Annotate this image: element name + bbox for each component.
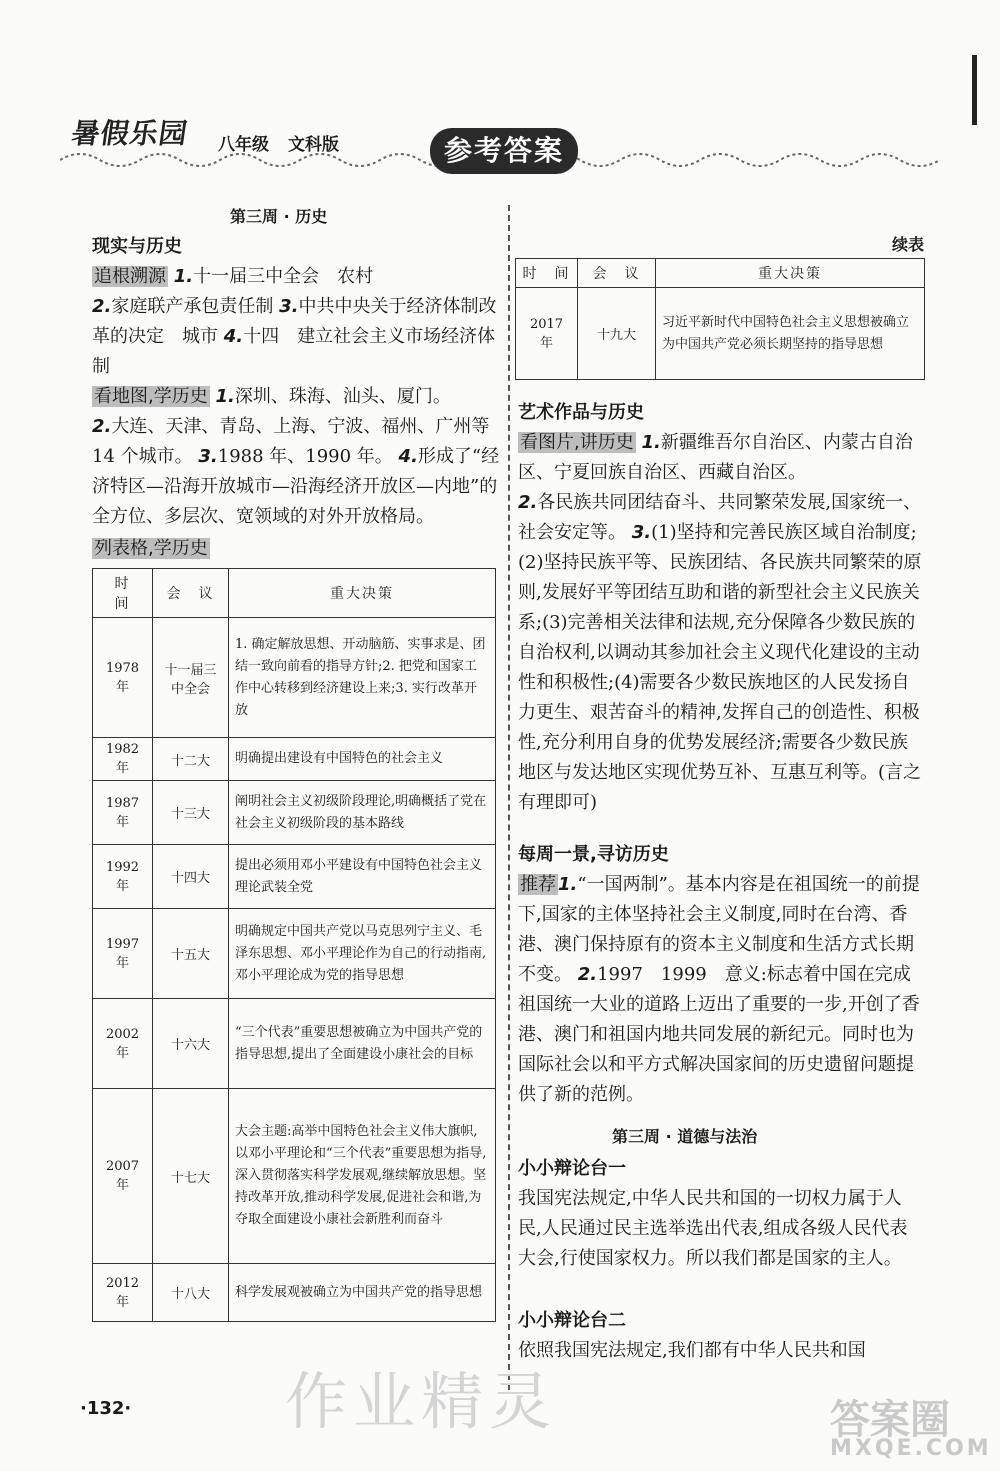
table-cell-year: 1992 年 <box>93 845 153 909</box>
answer-text: 家庭联产承包责任制 <box>111 296 274 317</box>
table-cell-meeting: 十九大 <box>578 288 656 380</box>
trace-block <box>92 262 504 382</box>
recommend-block <box>518 870 923 1110</box>
edition-label: 文科版 <box>288 135 339 155</box>
table-cell-meeting: 十七大 <box>153 1089 229 1264</box>
table-cell-decision: “三个代表”重要思想被确立为中国共产党的指导思想,提出了全面建设小康社会的目标 <box>229 999 496 1089</box>
num-label: 1. <box>558 874 578 895</box>
num-label: 4. <box>398 446 418 467</box>
history-section-title: 第三周 · 历史 <box>230 207 328 226</box>
answer-text: 十四 建立社会主义市场经济体制 <box>92 326 496 377</box>
num-label: 1. <box>215 386 235 407</box>
num-label: 3. <box>631 522 652 543</box>
map-tag: 看地图,学历史 <box>94 386 208 407</box>
num-label: 4. <box>223 326 244 347</box>
answer-text: 形成了“经济特区—沿海开放城市—沿海经济开放区—内地”的全方位、多层次、宽领域的对外开放格局。 <box>92 446 500 527</box>
answer-text: 大连、天津、青岛、上海、宁波、福州、广州等 14 个城市。 <box>92 416 490 467</box>
answer-text: 新疆维吾尔自治区、内蒙古自治区、宁夏回族自治区、西藏自治区。 <box>518 432 913 483</box>
answer-text: “一国两制”。基本内容是在祖国统一的前提下,国家的主体坚持社会主义制度,同时在台湾、香港、澳门保持原有的资本主义制度和生活方式长期不变。 <box>518 874 920 985</box>
recommend-tag: 推荐 <box>520 874 556 895</box>
table-cell-meeting: 十二大 <box>153 738 229 781</box>
page-number: ·132· <box>80 1398 132 1419</box>
site-logo: 答案圈 <box>830 1397 950 1443</box>
table-row <box>93 999 496 1089</box>
table-tag: 列表格,学历史 <box>94 538 208 559</box>
reality-heading: 现实与历史 <box>92 236 182 257</box>
table-header: 会 议 <box>153 569 229 618</box>
art-heading: 艺术作品与历史 <box>518 402 644 423</box>
continued-label: 续表 <box>892 235 925 254</box>
answer-text: 各民族共同团结奋斗、共同繁荣发展,国家统一、社会安定等。 <box>518 492 922 543</box>
table-row <box>93 909 496 999</box>
trace-tag: 追根溯源 <box>94 266 166 287</box>
site-url: MXQE.COM <box>830 1436 992 1461</box>
num-label: 3. <box>279 296 299 317</box>
page-edge-mark <box>972 55 977 125</box>
table-cell-year: 1997 年 <box>93 909 153 999</box>
table-cell-year: 2002 年 <box>93 999 153 1089</box>
num-label: 2. <box>577 964 598 985</box>
watermark: 作业精灵 <box>285 1365 558 1438</box>
table-cell-meeting: 十六大 <box>153 999 229 1089</box>
table-cell-year: 2007 年 <box>93 1089 153 1264</box>
answer-text: 1997 1999 意义:标志着中国在完成祖国统一大业的道路上迈出了重要的一步,开创了香港、澳门和祖国内地共同发展的新纪元。同时也为国际社会以和平方式解决国家间的历史遗留问题提供了新的范例。 <box>518 964 920 1105</box>
morality-section-title: 第三周 · 道德与法治 <box>612 1127 758 1146</box>
table-cell-year: 1987 年 <box>93 781 153 845</box>
answer-text: 深圳、珠海、汕头、厦门。 <box>234 386 451 407</box>
table-cell-decision: 明确提出建设有中国特色的社会主义 <box>229 738 496 781</box>
table-cell-meeting: 十八大 <box>153 1264 229 1322</box>
table-header: 会 议 <box>578 259 656 288</box>
answer-text: 中共中央关于经济体制改革的决定 城市 <box>92 296 497 347</box>
table-cell-decision: 明确规定中国共产党以马克思列宁主义、毛泽东思想、邓小平理论作为自己的行动指南,邓小平理论成为党的指导思想 <box>229 909 496 999</box>
num-label: 2. <box>518 492 538 513</box>
table-row <box>93 1089 496 1264</box>
art-tag: 看图片,讲历史 <box>520 432 634 453</box>
debate1-heading: 小小辩论台一 <box>518 1158 626 1179</box>
table-cell-meeting: 十四大 <box>153 845 229 909</box>
grade-label: 八年级 <box>218 135 269 155</box>
answer-text: 十一届三中全会 农村 <box>193 266 374 287</box>
table-header-row <box>516 259 925 288</box>
table-header: 时 间 <box>93 569 153 618</box>
history-table <box>92 568 496 1322</box>
num-label: 2. <box>92 296 112 317</box>
table-cell-meeting: 十五大 <box>153 909 229 999</box>
table-cell-decision: 1. 确定解放思想、开动脑筋、实事求是、团结一致向前看的指导方针;2. 把党和国家工作中心转移到经济建设上来;3. 实行改革开放 <box>229 618 496 738</box>
num-label: 1. <box>641 432 661 453</box>
debate1-text: 我国宪法规定,中华人民共和国的一切权力属于人民,人民通过民主选举选出代表,组成各级人民代表大会,行使国家权力。所以我们都是国家的主人。 <box>518 1188 908 1269</box>
map-block <box>92 382 504 532</box>
answer-title-badge: 参考答案 <box>430 128 578 174</box>
debate2-text: 依照我国宪法规定,我们都有中华人民共和国 <box>518 1340 866 1361</box>
art-block <box>518 428 923 818</box>
table-header-row <box>93 569 496 618</box>
debate2-heading: 小小辩论台二 <box>518 1310 626 1331</box>
table-cell-decision: 大会主题:高举中国特色社会主义伟大旗帜,以邓小平理论和“三个代表”重要思想为指导,深入贯彻落实科学发展观,继续解放思想。坚持改革开放,推动科学发展,促进社会和谐,为夺取全面建设小康社会新胜利而奋斗 <box>229 1089 496 1264</box>
table-cell-meeting: 十三大 <box>153 781 229 845</box>
table-row <box>93 845 496 909</box>
answer-text: 1988 年、1990 年。 <box>217 446 393 467</box>
weekly-heading: 每周一景,寻访历史 <box>518 844 669 865</box>
table-row <box>93 1264 496 1322</box>
series-logo: 暑假乐园 <box>69 117 191 150</box>
num-label: 1. <box>173 266 194 287</box>
table-row <box>93 738 496 781</box>
table-cell-decision: 提出必须用邓小平建设有中国特色社会主义理论武装全党 <box>229 845 496 909</box>
table-tag-line <box>92 534 210 564</box>
column-divider <box>508 205 510 1390</box>
num-label: 3. <box>198 446 218 467</box>
table-row <box>516 288 925 380</box>
table-row <box>93 618 496 738</box>
table-cell-year: 2017 年 <box>516 288 578 380</box>
table-row <box>93 781 496 845</box>
num-label: 2. <box>92 416 112 437</box>
table-cell-decision: 阐明社会主义初级阶段理论,明确概括了党在社会主义初级阶段的基本路线 <box>229 781 496 845</box>
table-cell-year: 1978 年 <box>93 618 153 738</box>
table-header: 重大决策 <box>229 569 496 618</box>
table-cell-year: 1982 年 <box>93 738 153 781</box>
table-cell-meeting: 十一届三中全会 <box>153 618 229 738</box>
history-table-continued <box>515 258 925 380</box>
answer-text: (1)坚持和完善民族区域自治制度;(2)坚持民族平等、民族团结、各民族共同繁荣的原则,发展好平等团结互助和谐的新型社会主义民族关系;(3)完善相关法律和法规,充分保障各少数民族的自治权利,以调动其参加社会主义现代化建设的主动性和积极性;(4)需要各少数民族地区的人民发扬自力更生、艰苦奋斗的精神,发挥自己的创造性、积极性,充分利用自身的优势发展经济;需要各少数民族地区与发达地区实现优势互补、互惠互利等。(言之有理即可) <box>518 522 922 813</box>
table-header: 重大决策 <box>656 259 925 288</box>
table-cell-year: 2012 年 <box>93 1264 153 1322</box>
table-header: 时 间 <box>516 259 578 288</box>
table-cell-decision: 习近平新时代中国特色社会主义思想被确立为中国共产党必须长期坚持的指导思想 <box>656 288 925 380</box>
table-cell-decision: 科学发展观被确立为中国共产党的指导思想 <box>229 1264 496 1322</box>
